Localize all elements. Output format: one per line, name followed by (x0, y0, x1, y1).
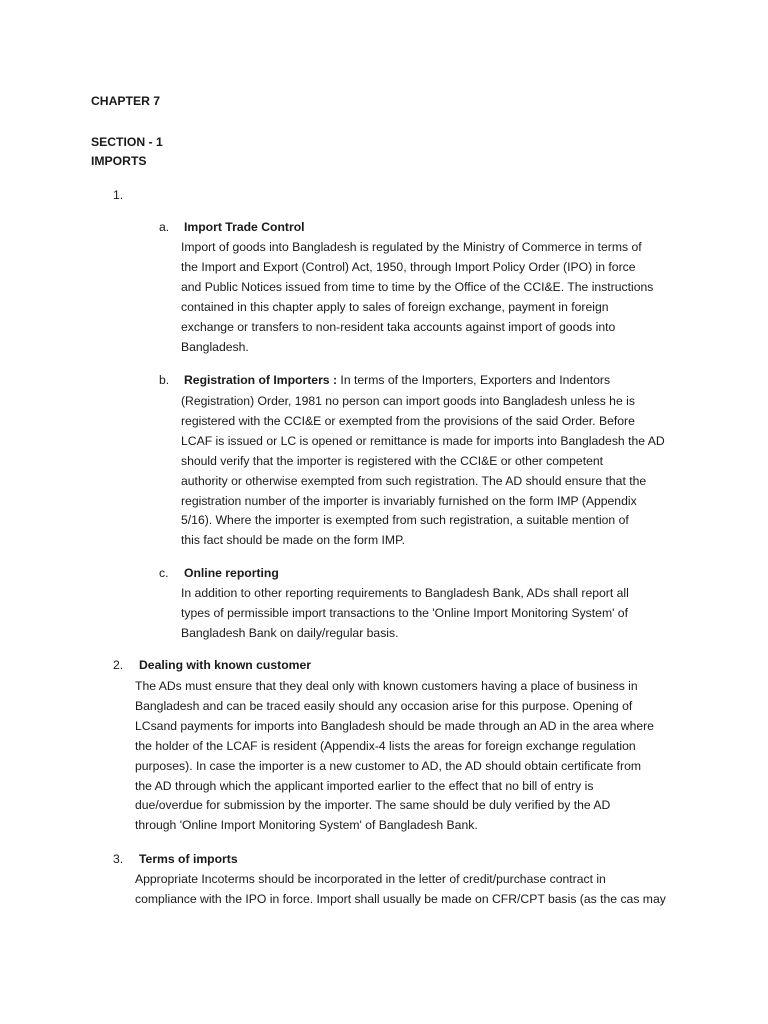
paragraph-line: registered with the CCI&E or exempted from the provisions of the said Order. Before (181, 413, 635, 428)
item-2-heading: Dealing with known customer (139, 658, 311, 672)
paragraph-line: due/overdue for submission by the importer. The same should be duly verified by the AD (135, 798, 611, 813)
paragraph-line: compliance with the IPO in force. Import shall usually be made on CFR/CPT basis (as the cas may (135, 891, 666, 906)
paragraph-line: this fact should be made on the form IMP. (181, 533, 406, 548)
item-1c-marker: c. (159, 566, 169, 580)
paragraph-line: (Registration) Order, 1981 no person can import goods into Bangladesh unless he is (181, 394, 635, 408)
paragraph-line: types of permissible import transactions to the 'Online Import Monitoring System' of (181, 605, 628, 620)
paragraph-line: LCAF is issued or LC is opened or remittance is made for imports into Bangladesh the AD (181, 433, 665, 448)
paragraph-line: registration number of the importer is invariably furnished on the form IMP (Appendix (181, 493, 637, 508)
item-2-paragraph (135, 677, 654, 836)
item-1b-heading: Registration of Importers : (184, 373, 338, 387)
paragraph-line: the Import and Export (Control) Act, 1950, through Import Policy Order (IPO) in force (181, 259, 636, 274)
paragraph-line: Bangladesh and can be traced easily should any occasion arise for this purpose. Opening of (135, 698, 633, 713)
paragraph-line: Bangladesh Bank on daily/regular basis. (181, 625, 399, 640)
item-3-number: 3. (113, 852, 124, 866)
section-title: IMPORTS (91, 154, 147, 168)
item-1b-first-line (184, 373, 610, 387)
item-3-heading: Terms of imports (139, 852, 238, 866)
item-2-number: 2. (113, 658, 124, 672)
paragraph-line: LCsand payments for imports into Bangladesh should be made through an AD in the area where (135, 718, 654, 733)
item-3-paragraph (135, 870, 666, 910)
paragraph-line: In addition to other reporting requirements to Bangladesh Bank, ADs shall report all (181, 586, 629, 600)
paragraph-line: and Public Notices issued from time to time by the Office of the CCI&E. The instructions (181, 279, 654, 294)
paragraph-line: Appropriate Incoterms should be incorporated in the letter of credit/purchase contract in (135, 872, 606, 886)
paragraph-line: should verify that the importer is registered with the CCI&E or other competent (181, 453, 604, 468)
paragraph-line: through 'Online Import Monitoring System' of Bangladesh Bank. (135, 818, 478, 833)
paragraph-line: Bangladesh. (181, 339, 249, 354)
paragraph-line: Import of goods into Bangladesh is regulated by the Ministry of Commerce in terms of (181, 240, 642, 254)
section-heading: SECTION - 1 (91, 135, 163, 149)
paragraph-line: 5/16). Where the importer is exempted from such registration, a suitable mention of (181, 513, 629, 528)
item-1a-paragraph (181, 238, 653, 357)
item-1c-paragraph (181, 584, 629, 644)
item-1b-marker: b. (159, 373, 170, 387)
item-1a-heading: Import Trade Control (184, 220, 305, 234)
paragraph-line: the holder of the LCAF is resident (Appendix-4 lists the areas for foreign exchange regulation (135, 738, 636, 753)
paragraph-line: purposes). In case the importer is a new customer to AD, the AD should obtain certificate from (135, 758, 642, 773)
item-1c-heading: Online reporting (184, 566, 279, 580)
paragraph-line: contained in this chapter apply to sales of foreign exchange, payment in foreign (181, 299, 609, 314)
paragraph-line: The ADs must ensure that they deal only with known customers having a place of business in (135, 679, 638, 693)
chapter-heading: CHAPTER 7 (91, 94, 161, 108)
item-1a-marker: a. (159, 220, 170, 234)
paragraph-line: exchange or transfers to non-resident taka accounts against import of goods into (181, 319, 616, 334)
item-1b-paragraph (181, 392, 665, 551)
item-1b-first-line-text: In terms of the Importers, Exporters and Indentors (337, 373, 611, 387)
paragraph-line: the AD through which the applicant imported earlier to the effect that no bill of entry is (135, 778, 594, 793)
paragraph-line: authority or otherwise exempted from such registration. The AD should ensure that the (181, 473, 647, 488)
item-1-number: 1. (113, 188, 124, 202)
